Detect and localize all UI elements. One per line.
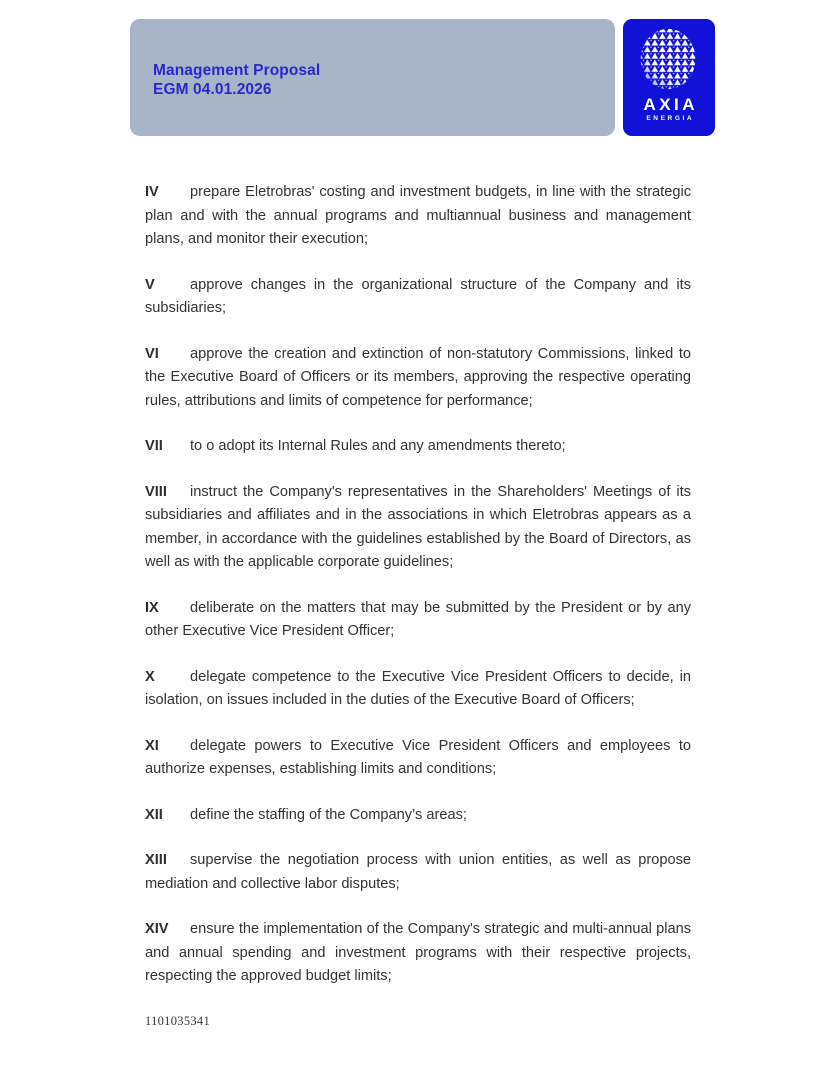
item-text: prepare Eletrobras' costing and investment budgets, in line with the strategic plan and with the annual programs and multiannual business and management plans, and monitor their execution;: [145, 184, 691, 247]
page-subtitle: EGM 04.01.2026: [153, 81, 272, 98]
list-item-iv: [145, 181, 691, 252]
list-item-x: [145, 666, 691, 713]
item-numeral: XIV: [145, 921, 169, 937]
item-text: supervise the negotiation process with union entities, as well as propose mediation and collective labor disputes;: [145, 852, 691, 892]
geodesic-globe-icon: [636, 26, 702, 94]
document-body: [145, 181, 691, 989]
list-item-viii: [145, 481, 691, 575]
item-numeral: X: [145, 668, 155, 685]
item-numeral: VIII: [145, 483, 167, 500]
list-item-vi: [145, 343, 691, 414]
footer-document-code: 1101035341: [145, 1014, 211, 1028]
list-item-ix: [145, 597, 691, 644]
item-text: to o adopt its Internal Rules and any amendments thereto;: [190, 438, 566, 454]
item-text: ensure the implementation of the Company's strategic and multi-annual plans and annual spending and investment programs with their respective projects, respecting the approved budget limits;: [145, 921, 691, 984]
logo-brand-text: AXIA: [643, 95, 699, 114]
list-item-xii: [145, 804, 691, 828]
item-text: define the staffing of the Company’s areas;: [190, 806, 467, 823]
page-title: Management Proposal: [153, 62, 321, 79]
item-numeral: IX: [145, 599, 159, 616]
header-banner: [130, 19, 615, 136]
company-logo: [623, 19, 715, 136]
item-text: delegate powers to Executive Vice President Officers and employees to authorize expenses, establishing limits and conditions;: [145, 737, 691, 777]
item-numeral: XII: [145, 806, 163, 823]
item-text: approve the creation and extinction of non-statutory Commissions, linked to the Executive Board of Officers or its members, approving the respective operating rules, attributions and limits of competence for performance;: [145, 345, 691, 409]
item-numeral: VII: [145, 438, 163, 454]
logo-sub-brand-text: ENERGIA: [646, 115, 695, 122]
list-item-xiii: [145, 849, 691, 896]
list-item-vii: [145, 435, 691, 459]
item-numeral: IV: [145, 184, 159, 200]
item-text: approve changes in the organizational structure of the Company and its subsidiaries;: [145, 276, 691, 316]
item-text: instruct the Company's representatives in the Shareholders' Meetings of its subsidiaries and affiliates and in the associations in which Eletrobras appears as a member, in accordance with the guidelines established by the Board of Directors, as well as with the applicable corporate guidelines;: [145, 483, 691, 570]
item-numeral: XI: [145, 737, 159, 754]
item-numeral: V: [145, 276, 155, 293]
list-item-xi: [145, 735, 691, 782]
list-item-xiv: [145, 918, 691, 989]
item-text: delegate competence to the Executive Vice President Officers to decide, in isolation, on issues included in the duties of the Executive Board of Officers;: [145, 668, 691, 708]
item-text: deliberate on the matters that may be submitted by the President or by any other Executive Vice President Officer;: [145, 599, 691, 639]
item-numeral: VI: [145, 345, 159, 362]
item-numeral: XIII: [145, 852, 167, 868]
list-item-v: [145, 274, 691, 321]
